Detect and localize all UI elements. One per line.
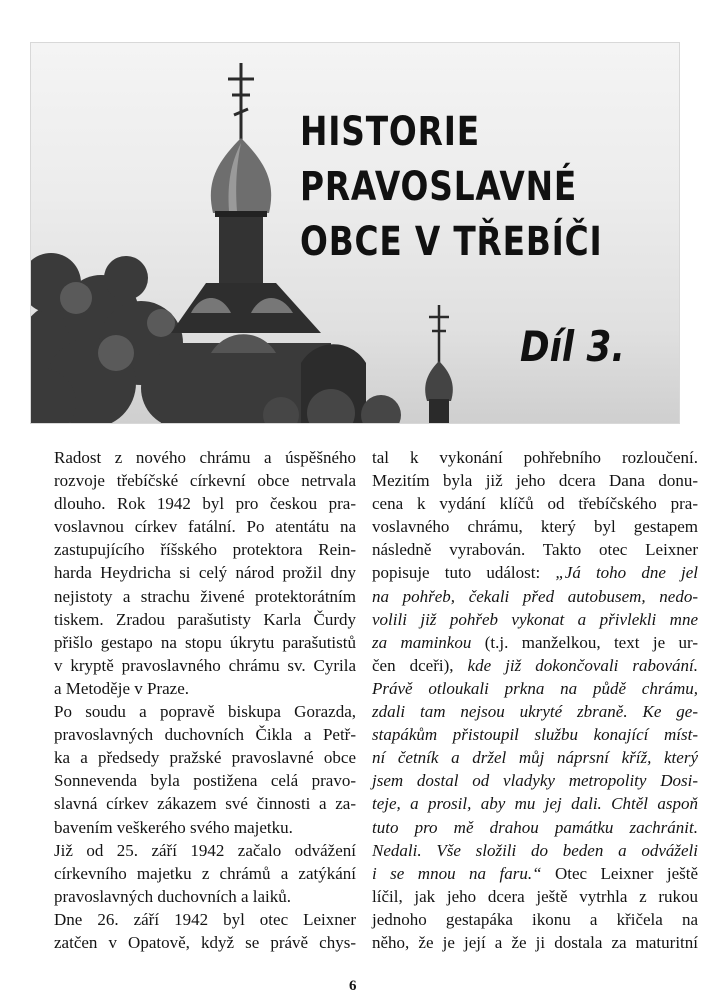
text-run: i se mnou na faru.“	[372, 863, 542, 883]
text-line	[372, 885, 698, 908]
text-run-italic: „Já toho dne jel	[555, 563, 698, 583]
text-line	[372, 769, 698, 792]
text-line: zatčen v Opatově, když se právě chys-	[54, 932, 356, 952]
text-run: jednoho gestapáka ikonu a křičela na	[372, 909, 698, 929]
text-run: voslavného chrámu, který byl gestapem	[372, 517, 698, 537]
text-line	[372, 561, 698, 584]
text-line: tiskem. Zradou parašutisty Karla Čurdy	[54, 609, 356, 629]
text-run: na pohřeb, čekali před autobusem, nedo-	[372, 586, 698, 606]
text-run: čen dceři),	[372, 655, 468, 675]
text-line: Již od 25. září 1942 začalo odvážení	[54, 840, 356, 860]
text-run: následně vyrabován. Takto otec Leixner	[372, 540, 698, 560]
text-line	[372, 723, 698, 746]
text-run-plain: Otec Leixner ještě	[541, 863, 698, 883]
text-line: Sonnevenda byla postižena celá pravo-	[54, 771, 356, 791]
text-run: volili již pohřeb vykonat a přivlekli mne	[372, 609, 698, 629]
text-line	[372, 492, 698, 515]
text-run: jsem dostal od vladyky metropolity Dosi-	[372, 771, 698, 791]
text-line	[372, 515, 698, 538]
text-run: Mezitím byla již jeho dcera Dana donu-	[372, 471, 698, 491]
text-line: církevního majetku z chrámů a zatýkání	[54, 863, 356, 883]
page-number: 6	[349, 978, 357, 994]
text-line: přišlo gestapo na stopu úkrytu parašutistů	[54, 632, 356, 652]
text-line	[372, 816, 698, 839]
left-column	[28, 446, 356, 954]
text-run: stapákům přistoupil službu konající míst-	[372, 725, 698, 745]
text-line: slavná církev zákazem své činnosti a za-	[54, 794, 356, 814]
text-run: cena k vydání klíčů od třebíčského pra-	[372, 494, 698, 514]
text-line: bavením veškerého svého majetku.	[54, 817, 293, 837]
text-line	[372, 469, 698, 492]
part-number: Díl 3.	[520, 322, 625, 371]
text-line: nejistoty a strachu živené protektorátním	[54, 586, 356, 606]
right-column	[372, 446, 698, 954]
text-line	[372, 746, 698, 769]
text-run: tal k vykonání pohřebního rozloučení.	[372, 448, 698, 467]
text-line	[372, 631, 698, 654]
text-line: ka a předsedy pražské pravoslavné obce	[54, 748, 356, 768]
text-line: pravoslavných duchovních Čikla a Petř-	[54, 725, 356, 745]
text-line: Po soudu a popravě biskupa Gorazda,	[54, 702, 356, 722]
text-line: zastupujícího říšského protektora Rein-	[54, 540, 356, 560]
paragraph	[28, 839, 356, 908]
text-run: Právě otloukali prkna na půdě chrámu,	[372, 678, 698, 698]
text-run: něho, že je její a že ji dostala za maturitní	[372, 932, 698, 952]
text-line	[372, 538, 698, 561]
title-line-3: OBCE V TŘEBÍČI	[300, 219, 603, 265]
text-line	[372, 839, 698, 862]
text-line	[372, 908, 698, 931]
text-run: zdali tam nejsou ukryté zbraně. Ke ge-	[372, 702, 698, 722]
text-line: rozvoje třebíčské církevní obce netrvala	[54, 471, 356, 491]
article-title	[300, 105, 603, 270]
text-line	[372, 608, 698, 631]
title-line-2: PRAVOSLAVNÉ	[300, 164, 578, 210]
text-run: tuto pro mě drahou památku zachránit.	[372, 817, 698, 837]
paragraph	[28, 446, 356, 700]
text-line	[372, 862, 698, 885]
text-line: Radost z nového chrámu a úspěšného	[54, 448, 356, 467]
paragraph	[28, 908, 356, 954]
paragraph	[28, 700, 356, 839]
text-line: dlouho. Rok 1942 byl pro českou pra-	[54, 494, 356, 514]
text-run: ní četník a držel můj náprsní kříž, který	[372, 748, 698, 768]
text-line	[372, 446, 698, 469]
text-line	[372, 677, 698, 700]
text-run: teje, a prosil, aby mu jej dali. Chtěl aspoň	[372, 794, 698, 814]
text-line: v kryptě pravoslavného chrámu sv. Cyrila	[54, 655, 356, 675]
text-run: popisuje tuto událost:	[372, 563, 556, 583]
text-line	[372, 931, 698, 954]
text-run: líčil, jak jeho dcera ještě vytrhla z rukou	[372, 886, 698, 906]
text-line: voslavnou církev fatální. Po atentátu na	[54, 517, 356, 537]
title-line-1: HISTORIE	[300, 109, 480, 155]
text-run: za maminkou	[372, 632, 472, 652]
text-line	[372, 585, 698, 608]
text-line	[372, 700, 698, 723]
text-line	[372, 792, 698, 815]
text-line: harda Heydricha si celý národ prožil dny	[54, 563, 356, 583]
text-line: pravoslavných duchovních a laiků.	[54, 886, 291, 906]
text-run: Nedali. Vše složili do beden a odváželi	[372, 840, 698, 860]
text-line: Dne 26. září 1942 byl otec Leixner	[54, 909, 356, 929]
text-run-plain: (t.j. manželkou, text je ur-	[471, 632, 698, 652]
text-line	[372, 654, 698, 677]
text-run-italic: kde již dokončovali rabování.	[467, 655, 699, 675]
text-line: a Metoděje v Praze.	[54, 678, 189, 698]
